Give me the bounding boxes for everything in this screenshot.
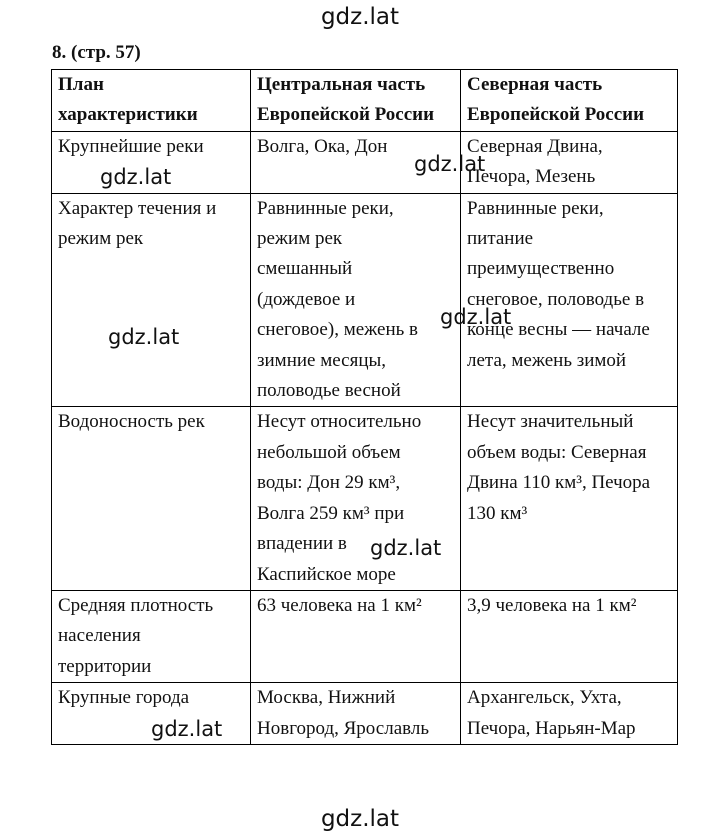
north-cell [461, 131, 678, 193]
table-header-row [52, 70, 678, 132]
cell-text: Несут относительно небольшой объем воды: Дон 29 км³, Волга 259 км³ при впадении в Каспийское море [257, 411, 422, 585]
watermark: gdz.lat [320, 4, 400, 30]
row-label-cell [52, 407, 251, 590]
cell-text: Равнинные реки, питание преимущественно снеговое, половодье в конце весны — начале лета, межень зимой [467, 197, 650, 371]
cell-text: Архангельск, Ухта, Печора, Нарьян-Мар [467, 687, 636, 739]
cell-text: Водоносность рек [58, 411, 205, 433]
cell-text: Характер течения и режим рек [58, 197, 217, 250]
header-cell-north [461, 70, 678, 132]
cell-text: Крупнейшие реки [58, 135, 204, 157]
row-label-cell [52, 193, 251, 407]
table-row [52, 407, 678, 590]
header-text: План характеристики [58, 74, 198, 126]
north-cell [461, 590, 678, 682]
cell-text: Волга, Ока, Дон [257, 135, 388, 157]
table-row [52, 193, 678, 407]
central-cell [251, 193, 461, 407]
watermark: gdz.lat [151, 717, 223, 741]
north-cell [461, 193, 678, 407]
cell-text: Крупные города [58, 687, 190, 709]
header-cell-plan [52, 70, 251, 132]
watermark: gdz.lat [320, 806, 400, 832]
cell-text: 63 человека на 1 км² [257, 594, 422, 616]
watermark: gdz.lat [440, 305, 512, 329]
central-cell [251, 590, 461, 682]
cell-text: Средняя плотность населения территории [58, 594, 214, 677]
central-cell [251, 407, 461, 590]
header-text: Северная часть Европейской России [467, 74, 645, 126]
watermark: gdz.lat [108, 325, 180, 349]
task-heading: 8. (стр. 57) [52, 42, 141, 63]
cell-text: Несут значительный объем воды: Северная Двина 110 км³, Печора 130 км³ [467, 411, 651, 524]
cell-text: Москва, Нижний Новгород, Ярославль [257, 687, 429, 739]
cell-text: 3,9 человека на 1 км² [467, 594, 637, 616]
watermark: gdz.lat [414, 152, 486, 176]
central-cell [251, 683, 461, 745]
table-row [52, 683, 678, 745]
north-cell [461, 683, 678, 745]
header-cell-central [251, 70, 461, 132]
header-text: Центральная часть Европейской России [257, 74, 435, 126]
cell-text: Северная Двина, Печора, Мезень [467, 135, 603, 188]
cell-text: Равнинные реки, режим рек смешанный (дождевое и снеговое), межень в зимние месяцы, половодье весной [257, 197, 419, 402]
watermark: gdz.lat [370, 536, 442, 560]
watermark: gdz.lat [100, 165, 172, 189]
north-cell [461, 407, 678, 590]
table-row [52, 590, 678, 682]
row-label-cell [52, 590, 251, 682]
